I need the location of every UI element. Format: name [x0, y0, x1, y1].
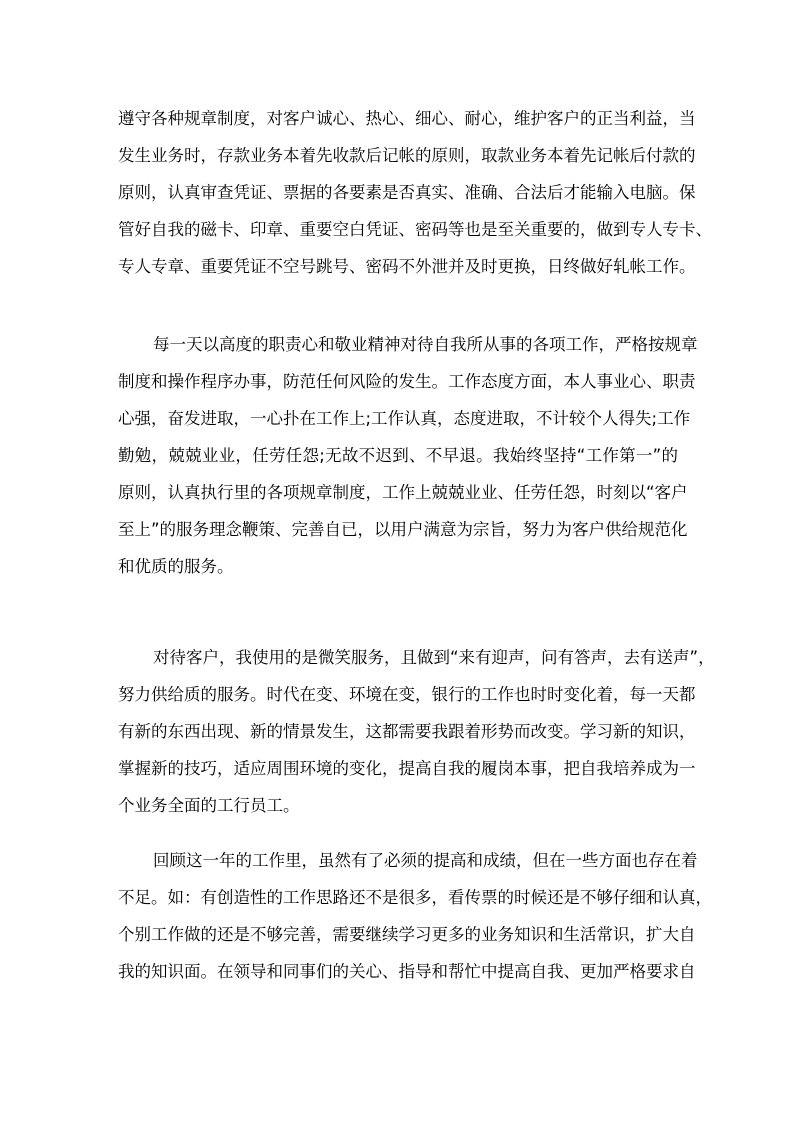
paragraph-2: [118, 326, 698, 585]
paragraph-line: 制度和操作程序办事，防范任何风险的发生。工作态度方面，本人事业心、职责: [118, 372, 696, 391]
paragraph-line: 个别工作做的还是不够完善，需要继续学习更多的业务知识和生活常识，扩大自: [118, 925, 696, 944]
paragraph-line: 遵守各种规章制度，对客户诚心、热心、细心、耐心，维护客户的正当利益，当: [118, 109, 696, 128]
paragraph-line: 专人专章、重要凭证不空号跳号、密码不外泄并及时更换，日终做好轧帐工作。: [118, 257, 696, 276]
paragraph-line: 掌握新的技巧，适应周围环境的变化，提高自我的履岗本事，把自我培养成为一: [118, 759, 696, 778]
paragraph-line: 回顾这一年的工作里，虽然有了必须的提高和成绩，但在一些方面也存在着: [153, 851, 698, 870]
paragraph-line: 发生业务时，存款业务本着先收款后记帐的原则，取款业务本着先记帐后付款的: [118, 146, 696, 165]
paragraph-line: 勤勉，兢兢业业，任劳任怨;无故不迟到、不早退。我始终坚持“工作第一”的: [118, 446, 678, 465]
paragraph-line: 对待客户，我使用的是微笑服务，且做到“来有迎声，问有答声，去有送声”，: [153, 648, 715, 667]
paragraph-line: 至上”的服务理念鞭策、完善自已，以用户满意为宗旨，努力为客户供给规范化: [118, 520, 688, 539]
paragraph-line: 管好自我的磁卡、印章、重要空白凭证、密码等也是至关重要的，做到专人专卡、: [118, 220, 712, 239]
paragraph-4: [118, 842, 712, 990]
paragraph-line: 个业务全面的工行员工。: [118, 796, 300, 815]
paragraph-line: 原则，认真执行里的各项规章制度，工作上兢兢业业、任劳任怨，时刻以“客户: [118, 483, 688, 502]
paragraph-line: 每一天以高度的职责心和敬业精神对待自我所从事的各项工作，严格按规章: [153, 335, 698, 354]
paragraph-line: 努力供给质的服务。时代在变、环境在变，银行的工作也时时变化着，每一天都: [118, 685, 696, 704]
paragraph-line: 不足。如：有创造性的工作思路还不是很多，看传票的时候还是不够仔细和认真，: [118, 888, 712, 907]
paragraph-1: [118, 100, 712, 285]
paragraph-line: 和优质的服务。: [118, 557, 234, 576]
paragraph-line: 我的知识面。在领导和同事们的关心、指导和帮忙中提高自我、更加严格要求自: [118, 962, 696, 981]
paragraph-3: [118, 639, 715, 824]
paragraph-line: 原则，认真审查凭证、票据的各要素是否真实、准确、合法后才能输入电脑。保: [118, 183, 696, 202]
paragraph-line: 心强，奋发进取，一心扑在工作上;工作认真，态度进取，不计较个人得失;工作: [118, 409, 691, 428]
paragraph-line: 有新的东西出现、新的情景发生，这都需要我跟着形势而改变。学习新的知识，: [118, 722, 696, 741]
